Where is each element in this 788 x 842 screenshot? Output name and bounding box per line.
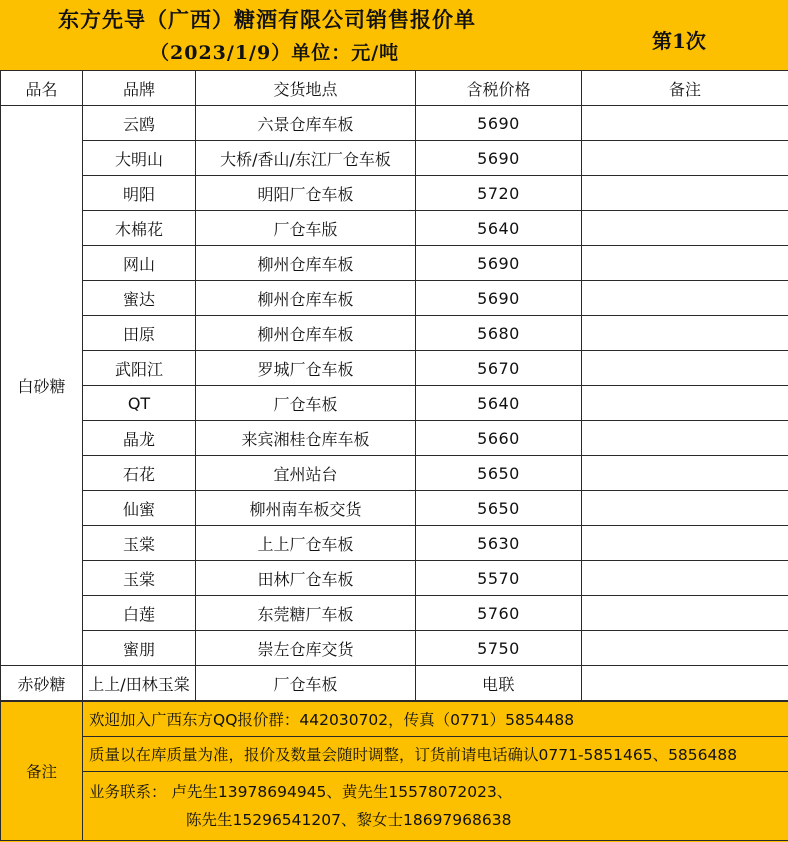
- price-cell: 5640: [416, 211, 582, 246]
- note-cell: [582, 316, 788, 351]
- location-cell: 柳州仓库车板: [196, 316, 416, 351]
- column-header-product: 品名: [1, 71, 83, 106]
- note-cell: [582, 386, 788, 421]
- price-cell: 5680: [416, 316, 582, 351]
- brand-cell: 明阳: [83, 176, 196, 211]
- note-cell: [582, 631, 788, 666]
- note-cell: [582, 666, 788, 701]
- note-cell: [582, 351, 788, 386]
- price-cell: 电联: [416, 666, 582, 701]
- note-cell: [582, 491, 788, 526]
- location-cell: 柳州仓库车板: [196, 246, 416, 281]
- location-cell: 宜州站台: [196, 456, 416, 491]
- note-cell: [582, 141, 788, 176]
- table-row: [1, 561, 788, 596]
- location-cell: 厂仓车版: [196, 211, 416, 246]
- table-row: [1, 316, 788, 351]
- sheet-header: [0, 0, 788, 70]
- price-cell: 5570: [416, 561, 582, 596]
- business-contacts: [83, 772, 788, 841]
- brand-cell: 木棉花: [83, 211, 196, 246]
- price-cell: 5690: [416, 246, 582, 281]
- table-row: [1, 386, 788, 421]
- brand-cell: 云鸥: [83, 106, 196, 141]
- column-header-price-with-tax: 含税价格: [416, 71, 582, 106]
- price-cell: 5720: [416, 176, 582, 211]
- price-cell: 5690: [416, 281, 582, 316]
- table-row: [1, 456, 788, 491]
- location-cell: 东莞糖厂车板: [196, 596, 416, 631]
- note-cell: [582, 421, 788, 456]
- note-cell: [582, 456, 788, 491]
- note-cell: [582, 281, 788, 316]
- brand-cell: 蜜朋: [83, 631, 196, 666]
- quality-notice-line: 质量以在库质量为准，报价及数量会随时调整，订货前请电话确认0771-5851465、5856488: [83, 737, 788, 772]
- brand-cell: 大明山: [83, 141, 196, 176]
- table-row: [1, 596, 788, 631]
- brand-cell: 蜜达: [83, 281, 196, 316]
- location-cell: 明阳厂仓车板: [196, 176, 416, 211]
- note-cell: [582, 246, 788, 281]
- location-cell: 来宾湘桂仓库车板: [196, 421, 416, 456]
- price-cell: 5660: [416, 421, 582, 456]
- column-header-brand: 品牌: [83, 71, 196, 106]
- note-cell: [582, 561, 788, 596]
- brand-cell: 田原: [83, 316, 196, 351]
- table-row: [1, 631, 788, 666]
- table-row: [1, 106, 788, 141]
- contact-line-1: 业务联系： 卢先生13978694945、黄先生15578072023、: [89, 783, 513, 801]
- category-white-sugar: 白砂糖: [1, 106, 83, 666]
- column-header-delivery-location: 交货地点: [196, 71, 416, 106]
- price-cell: 5750: [416, 631, 582, 666]
- location-cell: 厂仓车板: [196, 666, 416, 701]
- location-cell: 崇左仓库交货: [196, 631, 416, 666]
- brand-cell: 白莲: [83, 596, 196, 631]
- brand-cell: 玉棠: [83, 526, 196, 561]
- location-cell: 柳州南车板交货: [196, 491, 416, 526]
- brand-cell: 武阳江: [83, 351, 196, 386]
- location-cell: 罗城厂仓车板: [196, 351, 416, 386]
- price-cell: 5640: [416, 386, 582, 421]
- table-row: [1, 176, 788, 211]
- brand-cell: 上上/田林玉棠: [83, 666, 196, 701]
- table-row: [1, 491, 788, 526]
- table-row: [1, 351, 788, 386]
- location-cell: 柳州仓库车板: [196, 281, 416, 316]
- note-cell: [582, 526, 788, 561]
- price-cell: 5650: [416, 491, 582, 526]
- table-row: [1, 246, 788, 281]
- qq-group-fax-line: 欢迎加入广西东方QQ报价群：442030702，传真（0771）5854488: [83, 702, 788, 737]
- brand-cell: 石花: [83, 456, 196, 491]
- table-row-red-sugar: [1, 666, 788, 701]
- quote-version: 第1次: [652, 29, 706, 53]
- table-header-row: [1, 71, 788, 106]
- sheet-subtitle-date-unit: （2023/1/9）单位：元/吨: [150, 42, 400, 64]
- table-row: [1, 526, 788, 561]
- price-cell: 5630: [416, 526, 582, 561]
- sheet-title: 东方先导（广西）糖酒有限公司销售报价单: [58, 7, 476, 32]
- contact-line-2: 陈先生15296541207、黎女士18697968638: [186, 811, 512, 829]
- brand-cell: 网山: [83, 246, 196, 281]
- price-cell: 5690: [416, 141, 582, 176]
- price-cell: 5650: [416, 456, 582, 491]
- note-cell: [582, 596, 788, 631]
- location-cell: 厂仓车板: [196, 386, 416, 421]
- location-cell: 大桥/香山/东江厂仓车板: [196, 141, 416, 176]
- table-row: [1, 421, 788, 456]
- location-cell: 六景仓库车板: [196, 106, 416, 141]
- brand-cell: 玉棠: [83, 561, 196, 596]
- brand-cell: 晶龙: [83, 421, 196, 456]
- price-cell: 5670: [416, 351, 582, 386]
- note-cell: [582, 211, 788, 246]
- location-cell: 田林厂仓车板: [196, 561, 416, 596]
- column-header-remarks: 备注: [582, 71, 788, 106]
- price-cell: 5690: [416, 106, 582, 141]
- remarks-table: [0, 701, 788, 841]
- price-cell: 5760: [416, 596, 582, 631]
- table-row: [1, 211, 788, 246]
- category-red-sugar: 赤砂糖: [1, 666, 83, 701]
- table-row: [1, 141, 788, 176]
- remarks-label: 备注: [1, 702, 83, 841]
- brand-cell: QT: [83, 386, 196, 421]
- footer-remarks: [0, 701, 788, 842]
- note-cell: [582, 176, 788, 211]
- brand-cell: 仙蜜: [83, 491, 196, 526]
- table-row: [1, 281, 788, 316]
- note-cell: [582, 106, 788, 141]
- location-cell: 上上厂仓车板: [196, 526, 416, 561]
- price-table: [0, 70, 788, 701]
